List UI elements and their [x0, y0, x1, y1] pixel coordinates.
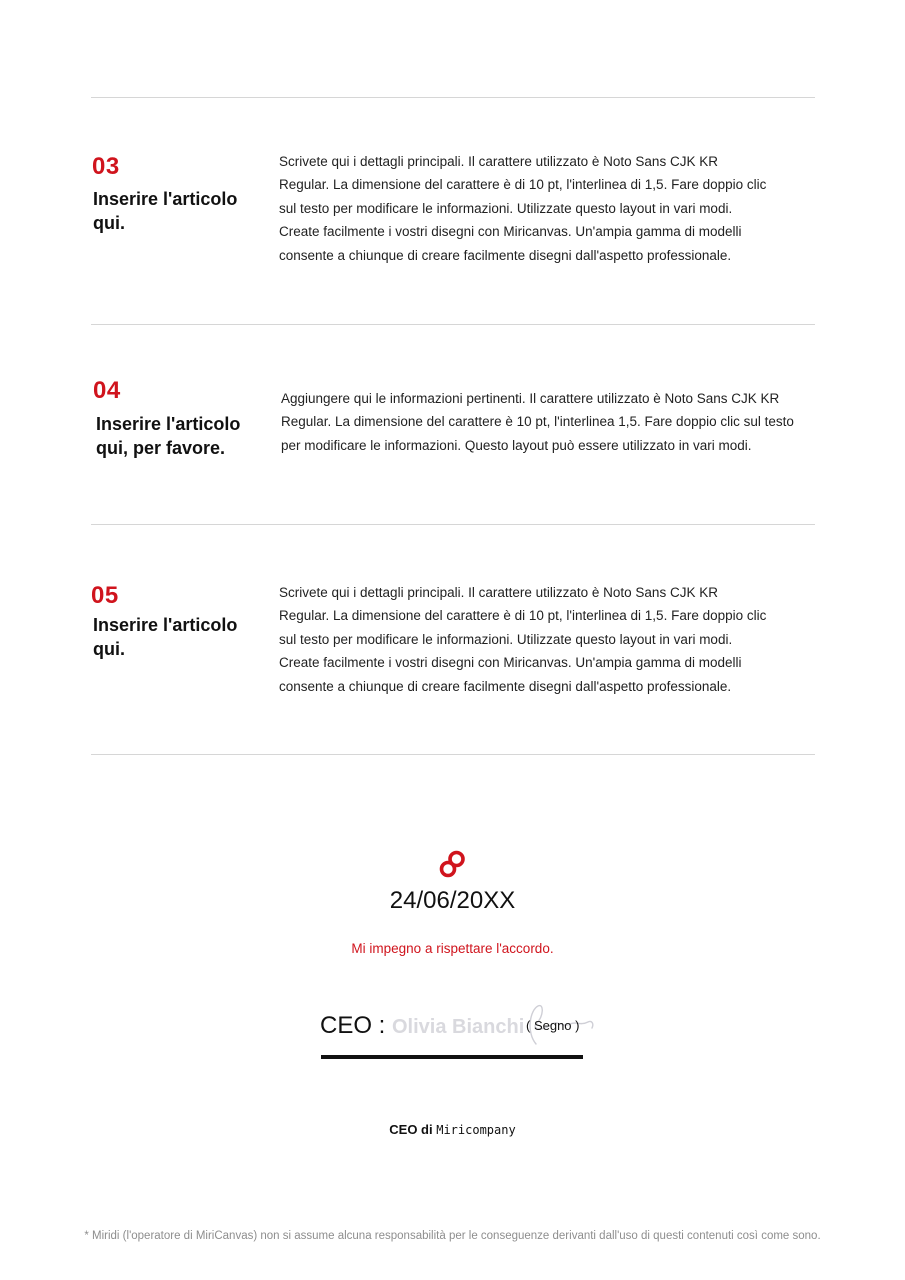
section-title-line: Inserire l'articolo [93, 615, 238, 635]
divider-2 [91, 524, 815, 525]
section-number: 03 [92, 153, 120, 180]
body-line: Scrivete qui i dettagli principali. Il carattere utilizzato è Noto Sans CJK KR [279, 585, 718, 600]
section-title-line: qui, per favore. [96, 438, 226, 458]
body-line: Regular. La dimensione del carattere è di 10 pt, l'interlinea di 1,5. Fare doppio clic [279, 608, 767, 624]
disclaimer: * Miridi (l'operatore di MiriCanvas) non si assume alcuna responsabilità per le conseguenze derivanti dall'uso di questi contenuti così come sono. [84, 1230, 821, 1242]
infinity-link-icon [437, 849, 469, 879]
section-title-line: Inserire l'articolo [93, 189, 238, 209]
body-line: Regular. La dimensione del carattere è 10 pt, l'interlinea 1,5. Fare doppio clic sul testo [281, 414, 794, 430]
body-line: Aggiungere qui le informazioni pertinenti. Il carattere utilizzato è Noto Sans CJK KR [281, 391, 780, 406]
body-line: Create facilmente i vostri disegni con Miricanvas. Un'ampia gamma di modelli [279, 224, 742, 240]
section-title [96, 412, 266, 460]
body-line: sul testo per modificare le informazioni. Utilizzate questo layout in vari modi. [279, 631, 733, 647]
sign-label: ( Segno ) [526, 1018, 580, 1033]
company-name: Miricompany [436, 1123, 516, 1137]
section-body [279, 581, 766, 698]
ceo-name: Olivia Bianchi [392, 1016, 525, 1038]
section-title-line: qui. [93, 213, 125, 233]
section-body [279, 150, 766, 267]
section-title-line: Inserire l'articolo [96, 414, 241, 434]
pledge-text: Mi impegno a rispettare l'accordo. [351, 941, 554, 956]
section-title-line: qui. [93, 639, 125, 659]
ceo-title: CEO di [389, 1122, 433, 1137]
signature-line [321, 1055, 583, 1059]
body-line: Create facilmente i vostri disegni con Miricanvas. Un'ampia gamma di modelli [279, 655, 742, 671]
body-line: Scrivete qui i dettagli principali. Il carattere utilizzato è Noto Sans CJK KR [279, 154, 718, 169]
section-body [281, 387, 794, 457]
divider-1 [91, 324, 815, 325]
section-title [93, 613, 263, 661]
signature-date: 24/06/20XX [389, 887, 516, 914]
body-line: sul testo per modificare le informazioni. Utilizzate questo layout in vari modi. [279, 200, 733, 216]
body-line: consente a chiunque di creare facilmente disegni dall'aspetto professionale. [279, 678, 732, 694]
ceo-company-line [0, 1122, 905, 1137]
divider-top [91, 97, 815, 98]
body-line: consente a chiunque di creare facilmente disegni dall'aspetto professionale. [279, 247, 732, 263]
section-title [93, 187, 263, 235]
ceo-label: CEO : [320, 1012, 386, 1039]
body-line: Regular. La dimensione del carattere è di 10 pt, l'interlinea di 1,5. Fare doppio clic [279, 177, 767, 193]
body-line: per modificare le informazioni. Questo layout può essere utilizzato in vari modi. [281, 437, 752, 453]
section-number: 05 [91, 582, 119, 609]
divider-3 [91, 754, 815, 755]
section-number: 04 [93, 377, 121, 404]
